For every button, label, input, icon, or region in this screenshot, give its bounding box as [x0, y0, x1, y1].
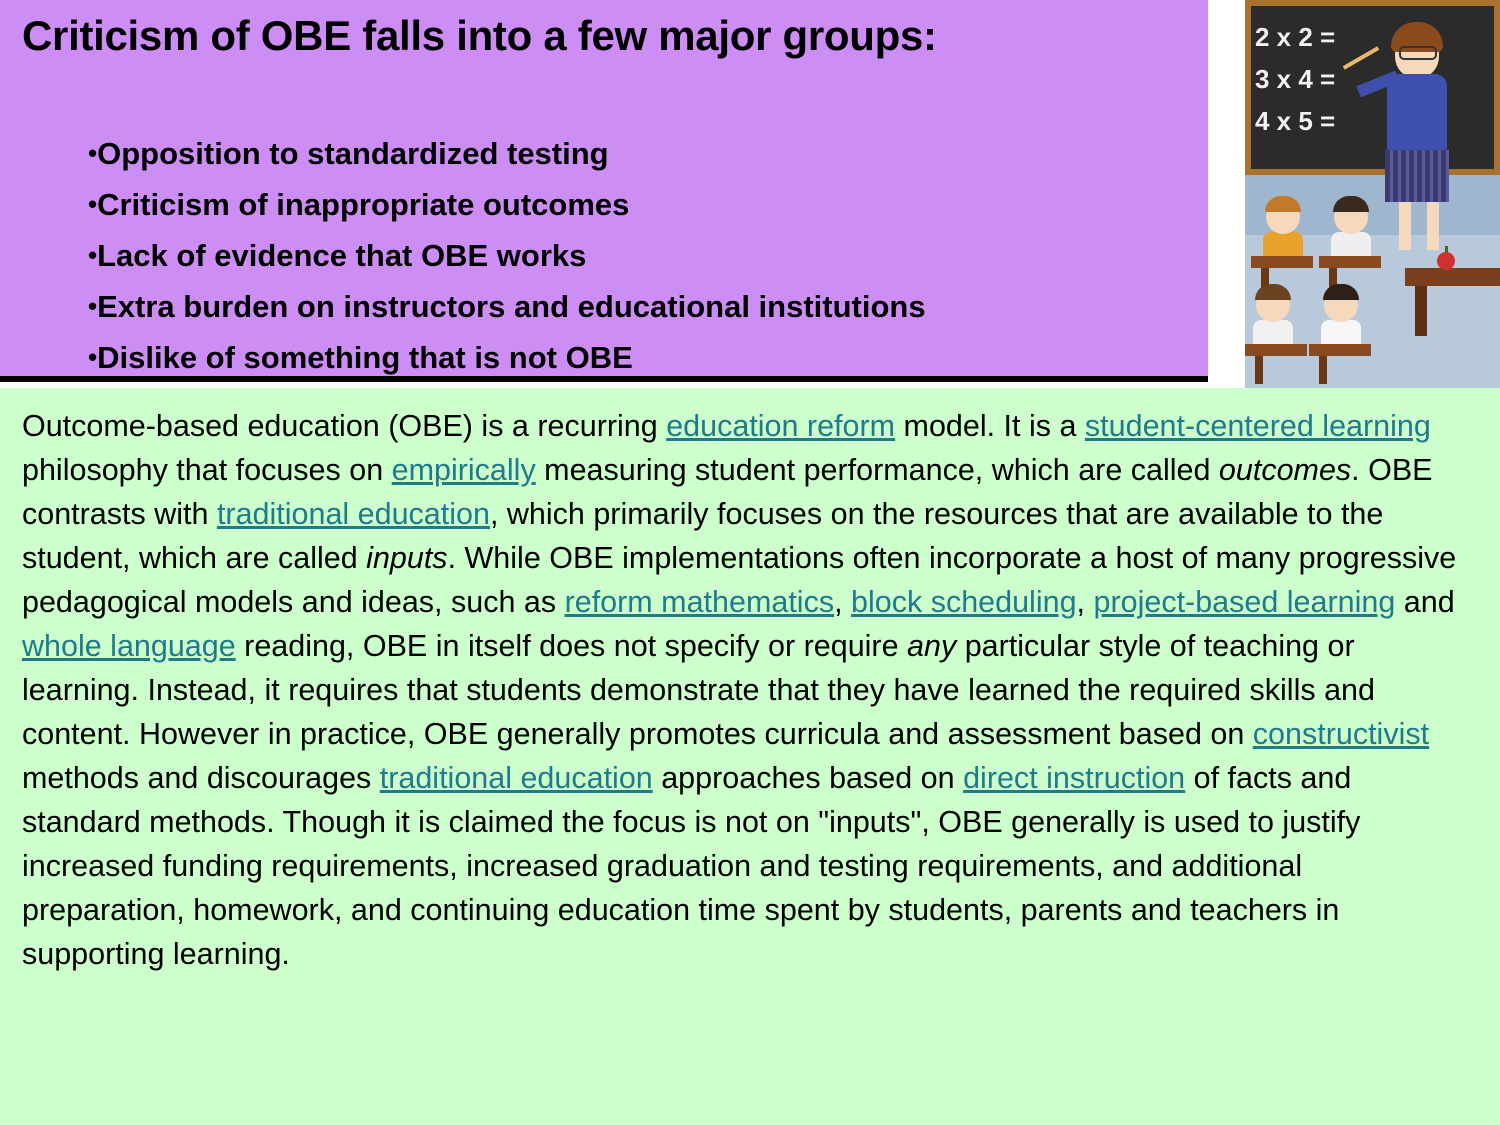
bullet-marker-icon: •: [88, 291, 98, 321]
classroom-illustration: [1245, 0, 1500, 388]
body-text-run: ,: [834, 585, 852, 619]
list-item: [88, 332, 926, 383]
body-text-run: philosophy that focuses on: [22, 453, 392, 487]
body-text-run: particular style of teaching or learning. Instead, it requires that students demonstrate that they have learned the required skills and content. However in practice, OBE generally promotes curricula and assessment based on: [22, 629, 1375, 751]
criticism-bullet-list: [88, 128, 926, 383]
body-text-run: and: [1395, 585, 1455, 619]
wiki-link[interactable]: block scheduling: [851, 585, 1077, 619]
wiki-link[interactable]: project-based learning: [1093, 585, 1396, 619]
wiki-link[interactable]: reform mathematics: [564, 585, 835, 619]
page-title: Criticism of OBE falls into a few major groups:: [22, 12, 937, 59]
list-item: [88, 128, 926, 179]
chalkboard-line-2: 3 x 4 =: [1255, 64, 1336, 94]
wiki-link[interactable]: education reform: [666, 409, 896, 443]
list-item-label: Criticism of inappropriate outcomes: [97, 187, 630, 222]
body-text-run: ,: [1076, 585, 1094, 619]
wiki-link[interactable]: traditional education: [379, 761, 653, 795]
body-text-run: model. It is a: [895, 409, 1085, 443]
list-item-label: Extra burden on instructors and educational institutions: [97, 289, 926, 324]
chalkboard-line-3: 4 x 5 =: [1255, 106, 1336, 136]
body-text-run: . While OBE implementations often incorporate a host of many progressive pedagogical models and ideas, such as: [22, 541, 1457, 619]
body-text-run: , which primarily focuses on the resources that are available to the student, which are called: [22, 497, 1384, 575]
body-panel: [0, 388, 1500, 1125]
wiki-link[interactable]: student-centered learning: [1084, 409, 1431, 443]
wiki-link[interactable]: empirically: [391, 453, 536, 487]
wiki-link[interactable]: direct instruction: [963, 761, 1186, 795]
chalkboard-line-1: 2 x 2 =: [1255, 22, 1336, 52]
body-text-run: methods and discourages: [22, 761, 380, 795]
title-panel: [0, 0, 1208, 382]
list-item-label: Dislike of something that is not OBE: [97, 340, 633, 375]
bullet-marker-icon: •: [88, 240, 98, 270]
emphasis-text: outcomes: [1218, 453, 1352, 487]
article-text: [22, 404, 1458, 976]
bullet-marker-icon: •: [88, 342, 98, 372]
teacher-leg-right: [1427, 200, 1439, 250]
apple-icon: [1437, 252, 1455, 270]
list-item: [88, 281, 926, 332]
list-item: [88, 230, 926, 281]
body-text-run: . OBE contrasts with: [22, 453, 1433, 531]
body-text-run: of facts and standard methods. Though it is claimed the focus is not on "inputs", OBE generally is used to justify increased funding requirements, increased graduation and testing requirements, and additional preparation, homework, and continuing education time spent by students, parents and teachers in supporting learning.: [22, 761, 1361, 971]
emphasis-text: any: [907, 629, 957, 663]
body-text-run: reading, OBE in itself does not specify or require: [235, 629, 908, 663]
teacher-leg-left: [1399, 200, 1411, 250]
teacher-desk: [1405, 268, 1500, 286]
body-text-run: measuring student performance, which are called: [535, 453, 1219, 487]
wiki-link[interactable]: traditional education: [216, 497, 490, 531]
emphasis-text: inputs: [366, 541, 448, 575]
teacher-skirt: [1385, 150, 1449, 202]
teacher-glasses-icon: [1399, 46, 1437, 60]
list-item-label: Lack of evidence that OBE works: [97, 238, 587, 273]
teacher-desk-leg: [1415, 286, 1427, 336]
wiki-link[interactable]: constructivist: [1252, 717, 1430, 751]
list-item: [88, 179, 926, 230]
body-text-run: Outcome-based education (OBE) is a recurring: [22, 409, 667, 443]
bullet-marker-icon: •: [88, 138, 98, 168]
teacher-body: [1387, 74, 1447, 152]
body-text-run: approaches based on: [652, 761, 964, 795]
bullet-marker-icon: •: [88, 189, 98, 219]
wiki-link[interactable]: whole language: [22, 629, 236, 663]
list-item-label: Opposition to standardized testing: [97, 136, 609, 171]
